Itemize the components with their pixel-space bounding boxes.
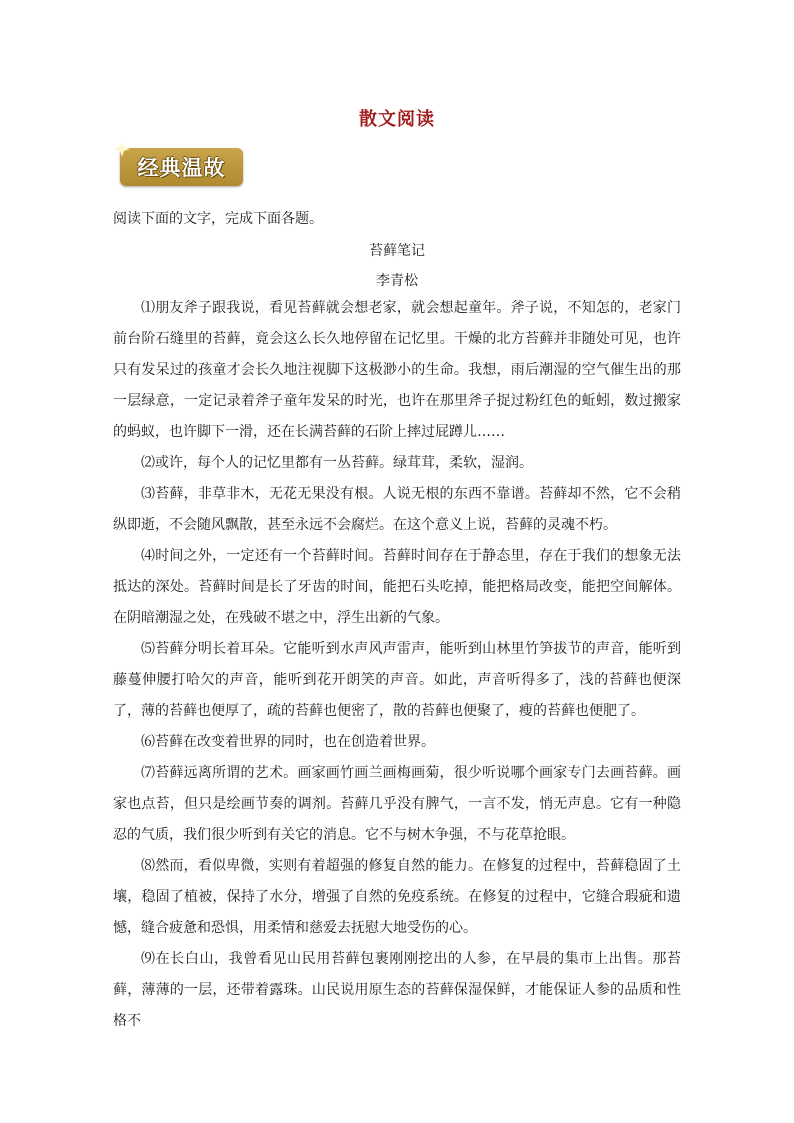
paragraph-3: ⑶苔藓，非草非木，无花无果没有根。人说无根的东西不靠谱。苔藓却不然，它不会稍纵即逝，不会随风飘散，甚至永远不会腐烂。在这个意义上说，苔藓的灵魂不朽。 [113,486,681,533]
paragraph-2: ⑵或许，每个人的记忆里都有一丛苔藓。绿茸茸，柔软，湿润。 [141,455,533,471]
section-badge [120,148,243,186]
paragraph-7: ⑺苔藓远离所谓的艺术。画家画竹画兰画梅画菊，很少听说哪个画家专门去画苔藓。画家也点苔，但只是绘画节奏的调剂。苔藓几乎没有脾气，一言不发，悄无声息。它有一种隐忍的气质，我们很少听到有关它的消息。它不与树木争强，不与花草抢眼。 [113,765,681,843]
article-body [113,293,681,1037]
paragraph-9: ⑼在长白山，我曾看见山民用苔藓包裹刚刚挖出的人参，在早晨的集市上出售。那苔藓，薄薄的一层，还带着露珠。山民说用原生态的苔藓保湿保鲜，才能保证人参的品质和性格不 [113,951,681,1029]
paragraph-6: ⑹苔藓在改变着世界的同时，也在创造着世界。 [141,734,435,750]
paragraph-4: ⑷时间之外，一定还有一个苔藓时间。苔藓时间存在于静态里，存在于我们的想象无法抵达的深处。苔藓时间是长了牙齿的时间，能把石头吃掉，能把格局改变，能把空间解体。在阴暗潮湿之处，在残破不堪之中，浮生出新的气象。 [113,548,681,626]
instruction-text: 阅读下面的文字，完成下面各题。 [113,211,323,227]
paragraph-1: ⑴朋友斧子跟我说，看见苔藓就会想老家，就会想起童年。斧子说，不知怎的，老家门前台阶石缝里的苔藓，竟会这么长久地停留在记忆里。干燥的北方苔藓并非随处可见，也许只有发呆过的孩童才会长久地注视脚下这极渺小的生命。我想，雨后潮湿的空气催生出的那一层绿意，一定记录着斧子童年发呆的时光，也许在那里斧子捉过粉红色的蚯蚓，数过搬家的蚂蚁，也许脚下一滑，还在长满苔藓的石阶上摔过屁蹲儿…… [113,300,681,440]
star-icon [114,141,130,157]
article-title: 苔藓笔记 [369,243,425,259]
article-author: 李青松 [376,273,418,289]
paragraph-5: ⑸苔藓分明长着耳朵。它能听到水声风声雷声，能听到山林里竹笋拔节的声音，能听到藤蔓伸腰打哈欠的声音，能听到花开朗笑的声音。如此，声音听得多了，浅的苔藓也便深了，薄的苔藓也便厚了，疏的苔藓也便密了，散的苔藓也便聚了，瘦的苔藓也便肥了。 [113,641,681,719]
paragraph-8: ⑻然而，看似卑微，实则有着超强的修复自然的能力。在修复的过程中，苔藓稳固了土壤，稳固了植被，保持了水分，增强了自然的免疫系统。在修复的过程中，它缝合瑕疵和遗憾，缝合疲惫和恐惧，用柔情和慈爱去抚慰大地受伤的心。 [113,858,681,936]
page-title: 散文阅读 [359,109,435,130]
badge-label: 经典温故 [137,156,226,180]
